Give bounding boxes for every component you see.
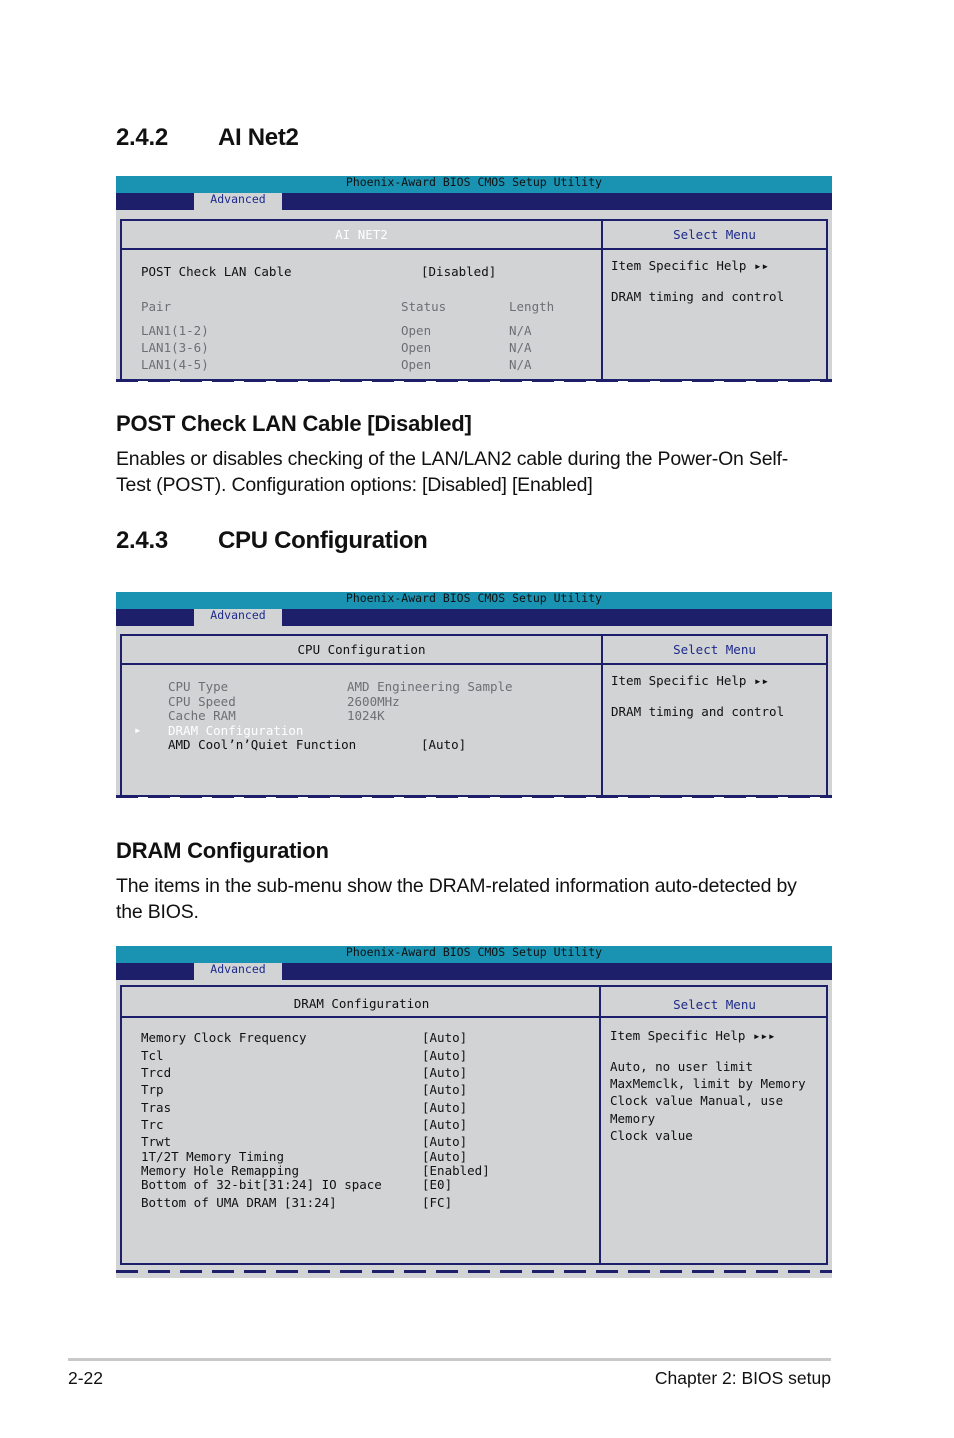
help-title [611,258,769,273]
help-line: Memory [610,1111,656,1126]
bios-tab-bar [116,609,832,626]
lan-pair: LAN1(3-6) [141,340,209,355]
bios-tab-bar [116,963,832,980]
dram-item-value[interactable]: [Auto] [422,1048,468,1063]
panel-header: AI NET2 [335,227,388,242]
info-label: CPU Type [168,679,229,694]
post-check-heading: POST Check LAN Cable [Disabled] [116,411,472,436]
info-label: CPU Speed [168,694,236,709]
lan-pair: LAN1(1-2) [141,323,209,338]
divider [122,1016,826,1018]
help-title-text: Item Specific Help [611,673,747,688]
divider [601,221,603,379]
section-title: CPU Configuration [218,527,428,554]
panel-header: CPU Configuration [297,642,426,657]
bottom-dash-border [116,379,832,382]
column-header-pair: Pair [141,299,172,314]
description-line: The items in the sub-menu show the DRAM-related information auto-detected by [116,875,797,897]
select-menu-label: Select Menu [673,997,756,1012]
tab-advanced[interactable]: Advanced [194,963,282,980]
divider [122,663,826,665]
bios-screen-dram [116,946,832,1278]
triple-arrow-icon: ▸▸▸ [753,1028,776,1043]
help-text: DRAM timing and control [611,289,785,304]
dram-description [116,873,836,925]
dram-item-value[interactable]: [Auto] [422,1117,468,1132]
divider [601,636,603,795]
info-value: 1024K [347,708,385,723]
help-text: DRAM timing and control [611,704,785,719]
help-line: Auto, no user limit [610,1059,753,1074]
dram-item-label[interactable]: Trwt [141,1134,172,1149]
help-title [611,673,769,688]
page-number: 2-22 [68,1368,104,1388]
select-menu-label: Select Menu [673,642,756,657]
lan-status: Open [401,357,432,372]
panel-header: DRAM Configuration [293,996,430,1011]
bios-title-bar: Phoenix-Award BIOS CMOS Setup Utility [116,592,832,609]
bottom-dash-border [116,795,832,798]
section-number: 2.4.3 [116,527,168,554]
dram-item-label[interactable]: Tras [141,1100,172,1115]
dram-item-value[interactable]: [Auto] [422,1149,468,1164]
bottom-dash-border [116,1270,832,1273]
help-line: Clock value [610,1128,693,1143]
section-title: AI Net2 [218,124,299,151]
dram-item-value[interactable]: [Auto] [422,1134,468,1149]
help-title-text: Item Specific Help [610,1028,746,1043]
post-check-value[interactable]: [Disabled] [421,264,497,279]
column-header-status: Status [401,299,447,314]
lan-status: Open [401,340,432,355]
info-label: Cache RAM [168,708,236,723]
dram-item-label[interactable]: Trcd [141,1065,172,1080]
select-menu-label: Select Menu [673,227,756,242]
bios-title-bar: Phoenix-Award BIOS CMOS Setup Utility [116,176,832,193]
dram-item-label[interactable]: 1T/2T Memory Timing [141,1149,284,1164]
divider [599,987,601,1263]
help-title-text: Item Specific Help [611,258,747,273]
double-arrow-icon: ▸▸ [754,258,770,273]
footer-rule [68,1358,831,1361]
dram-item-value[interactable]: [Auto] [422,1100,468,1115]
coolnquiet-value[interactable]: [Auto] [421,737,467,752]
divider [122,248,826,250]
dram-item-label[interactable]: Tcl [141,1048,164,1063]
bios-frame [120,634,828,797]
dram-item-value[interactable]: [Auto] [422,1082,468,1097]
bios-title-bar: Phoenix-Award BIOS CMOS Setup Utility [116,946,832,963]
bios-screen-cpu [116,592,832,797]
lan-length: N/A [509,357,532,372]
help-line: MaxMemclk, limit by Memory [610,1076,806,1091]
help-title [610,1028,776,1043]
post-check-label[interactable]: POST Check LAN Cable [141,264,292,279]
dram-item-label[interactable]: Memory Clock Frequency [141,1030,307,1045]
section-number: 2.4.2 [116,124,168,151]
dram-item-label[interactable]: Bottom of 32-bit[31:24] IO space [141,1177,382,1192]
column-header-length: Length [509,299,555,314]
dram-item-value[interactable]: [Auto] [422,1065,468,1080]
section-heading-ainet2 [116,124,299,152]
bios-frame [120,985,828,1265]
chapter-title: Chapter 2: BIOS setup [654,1368,831,1388]
help-line: Clock value Manual, use [610,1093,784,1108]
lan-length: N/A [509,340,532,355]
dram-item-label[interactable]: Trp [141,1082,164,1097]
dram-item-value[interactable]: [Auto] [422,1030,468,1045]
bios-screen-ainet2 [116,176,832,381]
dram-item-label[interactable]: Bottom of UMA DRAM [31:24] [141,1195,337,1210]
dram-item-value[interactable]: [FC] [422,1195,453,1210]
info-value: AMD Engineering Sample [347,679,513,694]
description-line: Enables or disables checking of the LAN/LAN2 cable during the Power-On Self- [116,448,789,470]
double-arrow-icon: ▸▸ [754,673,770,688]
dram-item-label[interactable]: Trc [141,1117,164,1132]
info-value: 2600MHz [347,694,400,709]
bios-frame [120,219,828,381]
dram-item-label[interactable]: Memory Hole Remapping [141,1163,300,1178]
section-heading-cpu [116,527,428,555]
submenu-dram-configuration[interactable]: DRAM Configuration [168,723,304,738]
tab-advanced[interactable]: Advanced [194,609,282,626]
lan-status: Open [401,323,432,338]
dram-heading: DRAM Configuration [116,838,329,863]
dram-item-value[interactable]: [E0] [422,1177,453,1192]
coolnquiet-label[interactable]: AMD Cool’n’Quiet Function [168,737,357,752]
description-line: Test (POST). Configuration options: [Disabled] [Enabled] [116,474,593,496]
lan-pair: LAN1(4-5) [141,357,209,372]
tab-advanced[interactable]: Advanced [194,193,282,210]
lan-length: N/A [509,323,532,338]
submenu-arrow-icon: ▸ [134,722,142,737]
post-check-description [116,446,836,498]
description-line: the BIOS. [116,901,199,923]
dram-item-value[interactable]: [Enabled] [422,1163,490,1178]
bios-tab-bar [116,193,832,210]
